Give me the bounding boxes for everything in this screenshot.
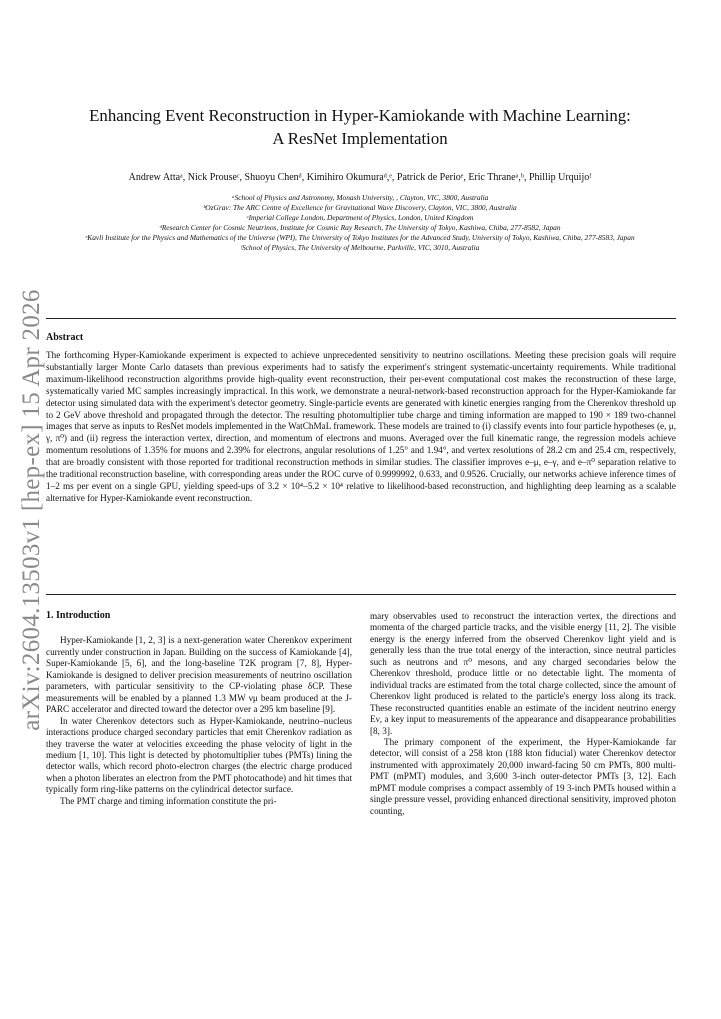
affiliation-b: ᵇOzGrav: The ARC Centre of Excellence for Gravitational Wave Discovery, Clayton, VIC, 3800, Australia bbox=[203, 203, 517, 213]
title-line-2: A ResNet Implementation bbox=[272, 129, 448, 148]
affiliation-d: ᵈResearch Center for Cosmic Neutrinos, Institute for Cosmic Ray Research, The University of Tokyo, Kashiwa, Chiba, 277-8582, Japan bbox=[159, 223, 561, 233]
abstract-heading: Abstract bbox=[46, 332, 84, 343]
bottom-divider bbox=[46, 594, 676, 595]
right-column bbox=[370, 611, 676, 817]
paper-title bbox=[60, 104, 660, 150]
arxiv-identifier: arXiv:2604.13503v1 [hep-ex] 15 Apr 2026 bbox=[18, 289, 45, 731]
section-heading-introduction: 1. Introduction bbox=[46, 610, 111, 621]
intro-paragraph-continued: mary observables used to reconstruct the interaction vertex, the directions and momenta of the charged particle tracks, and the visible energy [11, 2]. The visible energy is the energy inferred from the observed Cherenkov light yield and is generally less than the true total energy of the interaction, since neutral particles such as neutrons and π⁰ mesons, and any charged secondaries below the Cherenkov threshold, produce little or no detectable light. The momenta of individual tracks are estimated from the total charge collected, since the amount of Cherenkov light produced is related to the particle's energy loss along its track. These reconstructed quantities enable an estimate of the incident neutrino energy Eν, a key input to measurements of the appearance and disappearance probabilities [8, 3]. bbox=[370, 611, 676, 736]
affiliation-c: ᶜImperial College London, Department of Physics, London, United Kingdom bbox=[246, 213, 474, 223]
affiliation-f: ᶠSchool of Physics, The University of Melbourne, Parkville, VIC, 3010, Australia bbox=[240, 243, 480, 253]
intro-paragraph-1: Hyper-Kamiokande [1, 2, 3] is a next-generation water Cherenkov experiment currently under construction in Japan. Building on the success of Kamiokande [4], Super-Kamiokande [5, 6], and the long-baseline T2K program [7, 8], Hyper-Kamiokande is designed to deliver precision measurements of neutrino oscillation parameters, with particular sensitivity to the CP-violating phase δCP. These measurements will be enabled by a planned 1.3 MW νμ beam produced at the J-PARC accelerator and directed toward the detector over a 295 km baseline [9]. bbox=[46, 635, 352, 715]
abstract-body: The forthcoming Hyper-Kamiokande experiment is expected to achieve unprecedented sensitivity to neutrino oscillations. Meeting these precision goals will require substantially larger Monte Carlo datasets than previous experiments had to satisfy the experiment's stringent systematic-uncertainty requirements. While traditional maximum-likelihood reconstruction algorithms provide high-quality event reconstruction, their per-event computational cost makes the reconstruction of these large, systematically varied MC samples increasingly impractical. In this work, we demonstrate a neural-network-based reconstruction approach for the Hyper-Kamiokande far detector using simulated data with the experiment's detector geometry. Single-particle events are generated with kinetic energies ranging from the Cherenkov threshold up to 2 GeV above threshold and propagated through the detector. The resulting photomultiplier tube charge and timing information are mapped to 190 × 189 two-channel images that serve as inputs to ResNet models implemented in the WatChMaL framework. These models are trained to (i) classify events into four particle hypotheses (e, μ, γ, π⁰) and (ii) regress the interaction vertex, direction, and momentum of electrons and muons. Averaged over the full kinematic range, the regression models achieve momentum resolutions of 1.35% for muons and 2.39% for electrons, angular resolutions of 1.25° and 1.94°, and vertex resolutions of 28.2 cm and 25.4 cm, respectively, that are broadly consistent with those reported for traditional reconstruction methods in similar studies. The classifier improves e–μ, e–γ, and e–π⁰ separation relative to the traditional reconstruction baseline, with corresponding areas under the ROC curve of 0.9999992, 0.633, and 0.9526. Crucially, our networks achieve inference times of 1–2 ms per event on a single GPU, yielding speed-ups of 3.2 × 10⁴–5.2 × 10⁴ relative to likelihood-based reconstruction, and highlighting deep learning as a scalable alternative for Hyper-Kamiokande event reconstruction. bbox=[46, 350, 676, 503]
title-line-1: Enhancing Event Reconstruction in Hyper-Kamiokande with Machine Learning: bbox=[89, 106, 631, 125]
arxiv-identifier-sidebar bbox=[14, 289, 50, 731]
author-list: Andrew Attaᵃ, Nick Prouseᶜ, Shuoyu Chenᵈ, Kimihiro Okumuraᵈ,ᵉ, Patrick de Perioᵉ, Eric Thraneᵃ,ᵇ, Phillip Urquijoᶠ bbox=[128, 172, 592, 183]
intro-paragraph-4: The primary component of the experiment, the Hyper-Kamiokande far detector, will consist of a 258 kton (188 kton fiducial) water Cherenkov detector instrumented with approximately 20,000 inward-facing 50 cm PMTs, 800 multi-PMT (mPMT) modules, and 3,600 3-inch outer-detector PMTs [3, 12]. Each mPMT module comprises a compact assembly of 19 3-inch PMTs housed within a single pressure vessel, providing enhanced directional sensitivity, improved photon counting, bbox=[370, 736, 676, 816]
left-column bbox=[46, 610, 352, 807]
intro-paragraph-2: In water Cherenkov detectors such as Hyper-Kamiokande, neutrino–nucleus interactions produce charged secondary particles that emit Cherenkov radiation as they traverse the water at velocities exceeding the phase velocity of light in the medium [1, 10]. This light is detected by photomultiplier tubes (PMTs) lining the detector walls, which record photo-electron charges (the electric charge produced when a photon liberates an electron from the PMT photocathode) and hit times that typically form ring-like patterns on the cylindrical detector surface. bbox=[46, 715, 352, 795]
top-divider bbox=[46, 318, 676, 319]
affiliation-e: ᵉKavli Institute for the Physics and Mathematics of the Universe (WPI), The University of Tokyo Institutes for the Advanced Study, University of Tokyo, Kashiwa, Chiba, 277-8583, Japan bbox=[85, 233, 635, 243]
affiliations bbox=[70, 193, 650, 254]
affiliation-a: ᵃSchool of Physics and Astronomy, Monash University, , Clayton, VIC, 3800, Australia bbox=[231, 193, 489, 202]
intro-paragraph-3: The PMT charge and timing information constitute the pri- bbox=[60, 795, 277, 806]
